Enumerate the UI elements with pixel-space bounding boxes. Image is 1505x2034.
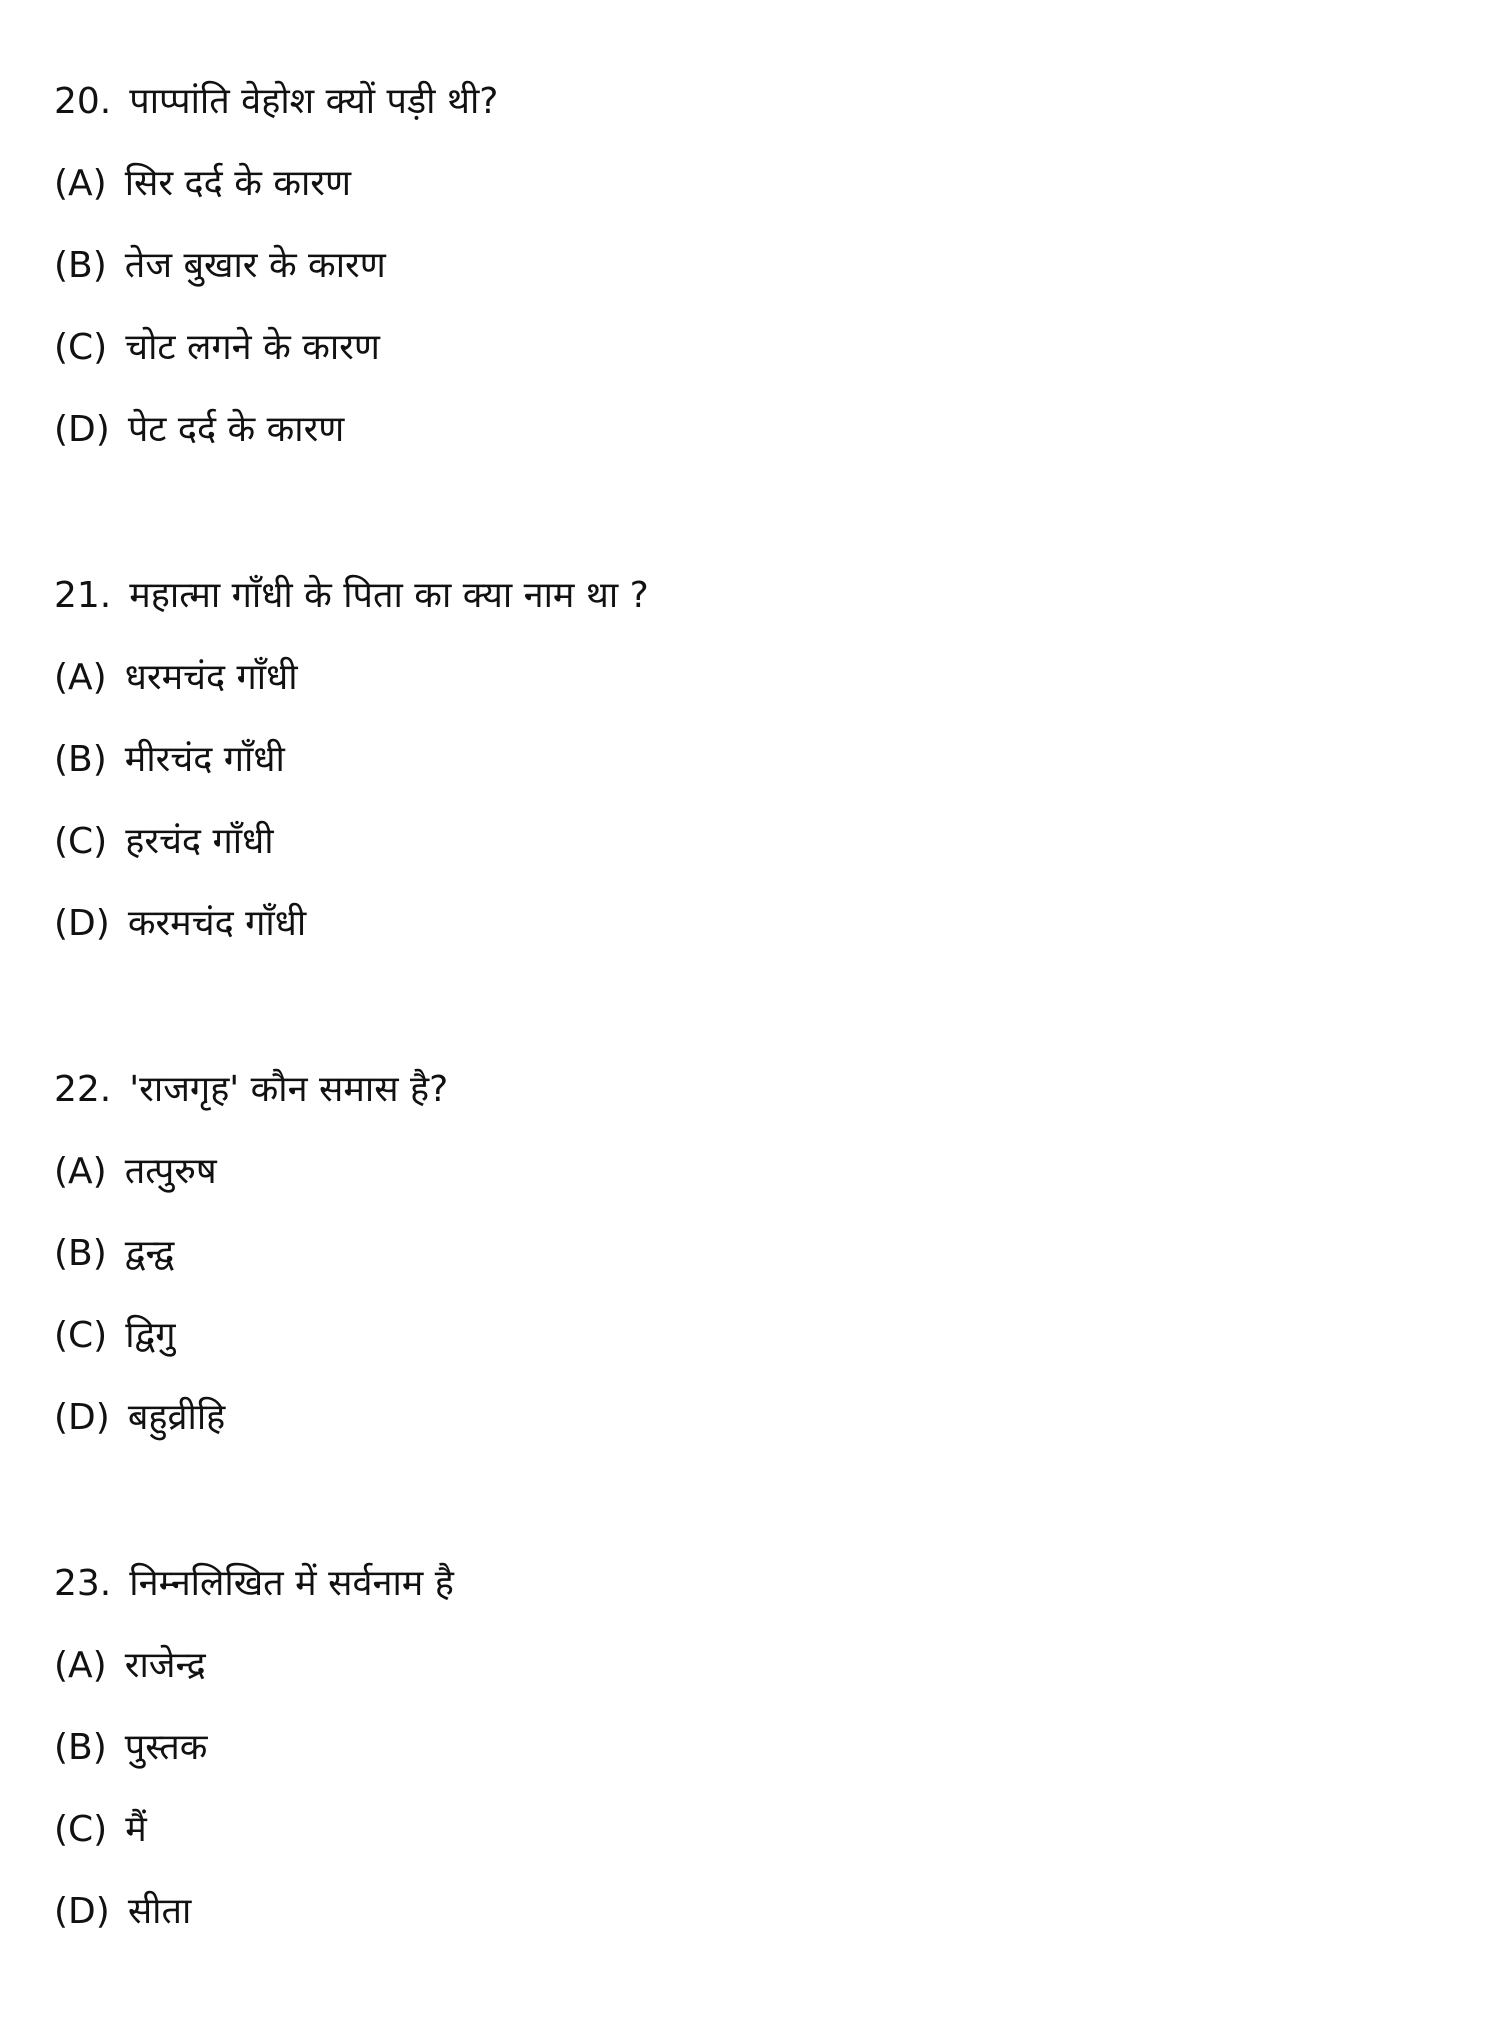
option-text: बहुव्रीहि xyxy=(127,1397,226,1438)
option-text: करमचंद गाँधी xyxy=(127,903,307,944)
option-text: द्विगु xyxy=(125,1315,176,1356)
option-text: सीता xyxy=(127,1891,192,1932)
question-text: पाप्पांति वेहोश क्यों पड़ी थी? xyxy=(129,81,499,122)
option-b xyxy=(54,1718,207,1778)
option-b xyxy=(54,730,285,790)
option-d xyxy=(54,1882,191,1942)
option-d xyxy=(54,400,344,460)
option-label: (C) xyxy=(54,327,108,368)
option-label: (C) xyxy=(54,1315,108,1356)
question-line xyxy=(54,566,649,626)
option-c xyxy=(54,812,274,872)
option-text: तेज बुखार के कारण xyxy=(124,245,386,286)
question-number: 20. xyxy=(54,81,112,122)
option-label: (D) xyxy=(54,1891,110,1932)
option-text: मैं xyxy=(125,1809,147,1850)
question-number: 21. xyxy=(54,575,112,616)
option-d xyxy=(54,1388,225,1448)
option-label: (D) xyxy=(54,903,110,944)
option-label: (D) xyxy=(54,409,110,450)
option-text: चोट लगने के कारण xyxy=(125,327,380,368)
question-text: निम्नलिखित में सर्वनाम है xyxy=(129,1563,454,1604)
option-text: धरमचंद गाँधी xyxy=(124,657,298,698)
option-label: (D) xyxy=(54,1397,110,1438)
option-d xyxy=(54,894,306,954)
option-label: (B) xyxy=(54,1727,107,1768)
option-text: पेट दर्द के कारण xyxy=(127,409,345,450)
option-label: (A) xyxy=(54,163,107,204)
option-label: (B) xyxy=(54,739,107,780)
question-line xyxy=(54,1554,454,1614)
option-text: हरचंद गाँधी xyxy=(125,821,274,862)
question-text: 'राजगृह' कौन समास है? xyxy=(129,1069,449,1110)
option-label: (C) xyxy=(54,821,108,862)
option-label: (A) xyxy=(54,1645,107,1686)
option-text: मीरचंद गाँधी xyxy=(124,739,285,780)
option-a xyxy=(54,1142,217,1202)
option-text: सिर दर्द के कारण xyxy=(124,163,352,204)
question-number: 23. xyxy=(54,1563,112,1604)
option-a xyxy=(54,154,351,214)
question-line xyxy=(54,72,498,132)
question-text: महात्मा गाँधी के पिता का क्या नाम था ? xyxy=(129,575,649,616)
question-line xyxy=(54,1060,448,1120)
option-label: (A) xyxy=(54,657,107,698)
option-a xyxy=(54,648,298,708)
option-b xyxy=(54,1224,174,1284)
option-label: (B) xyxy=(54,245,107,286)
option-text: तत्पुरुष xyxy=(124,1151,217,1192)
option-c xyxy=(54,1306,176,1366)
option-b xyxy=(54,236,386,296)
option-label: (A) xyxy=(54,1151,107,1192)
question-number: 22. xyxy=(54,1069,112,1110)
option-label: (C) xyxy=(54,1809,108,1850)
option-a xyxy=(54,1636,206,1696)
option-c xyxy=(54,318,380,378)
option-text: पुस्तक xyxy=(124,1727,208,1768)
option-text: द्वन्द्व xyxy=(124,1233,175,1274)
option-c xyxy=(54,1800,147,1860)
option-text: राजेन्द्र xyxy=(124,1645,206,1686)
option-label: (B) xyxy=(54,1233,107,1274)
